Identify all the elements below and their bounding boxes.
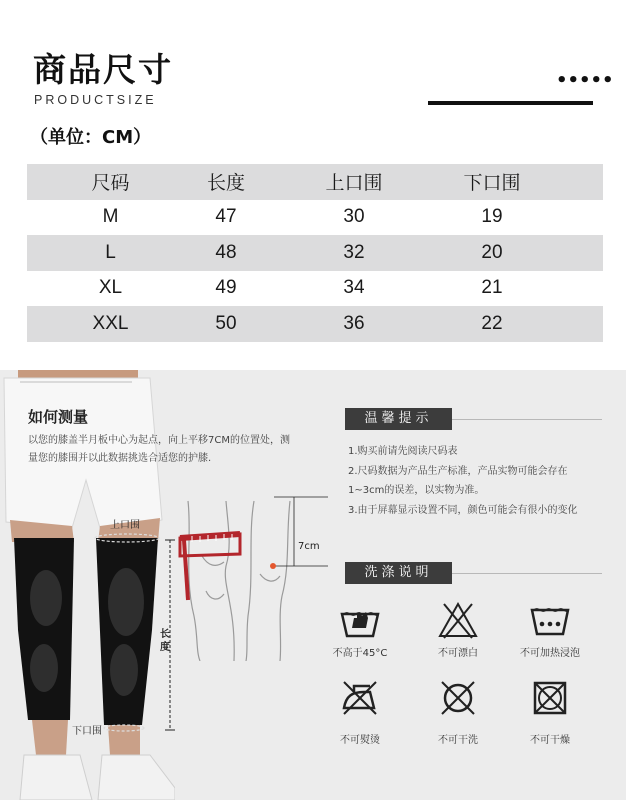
cell-top-circumference: 36 — [343, 312, 365, 334]
care-label: 不可熨烫 — [340, 735, 380, 746]
column-header-size: 尺码 — [91, 173, 130, 195]
cell-length: 49 — [215, 277, 237, 299]
cell-size: M — [102, 206, 119, 228]
table-row — [27, 271, 603, 307]
cell-length: 47 — [215, 206, 237, 228]
cell-size: L — [105, 241, 116, 263]
cell-length: 50 — [215, 312, 237, 334]
tips-list — [348, 442, 578, 520]
cell-bottom-circumference: 22 — [481, 312, 503, 334]
care-label: 不可干洗 — [438, 735, 478, 746]
cell-size: XXL — [92, 312, 129, 334]
cell-top-circumference: 30 — [343, 206, 365, 228]
table-row — [27, 306, 603, 342]
cell-size: XL — [98, 277, 123, 299]
table-row — [27, 200, 603, 236]
care-label: 不可漂白 — [438, 648, 478, 659]
column-header-bottom-circumference: 下口围 — [463, 173, 521, 195]
tip-item: 1.购买前请先阅读尺码表 — [348, 446, 458, 457]
table-row — [27, 235, 603, 271]
cell-bottom-circumference: 21 — [481, 277, 503, 299]
no-iron-icon — [340, 678, 380, 718]
no-bleach-icon — [438, 600, 478, 640]
size-table-header — [27, 164, 603, 200]
tip-item: 3.由于屏幕显示设置不同，颜色可能会有很小的变化 — [348, 504, 578, 516]
care-label: 不高于45°C — [332, 648, 388, 659]
care-label: 不可干燥 — [530, 735, 570, 746]
column-header-length: 长度 — [206, 173, 245, 195]
page-subtitle: PRODUCTSIZE — [34, 93, 157, 107]
wash-divider — [452, 573, 602, 574]
cell-bottom-circumference: 20 — [481, 241, 503, 263]
cell-top-circumference: 34 — [343, 277, 365, 299]
no-dry-clean-icon — [438, 678, 478, 718]
knee-diagram — [178, 496, 328, 661]
header-divider — [428, 101, 593, 105]
cell-top-circumference: 32 — [343, 241, 365, 263]
wash-title: 洗涤说明 — [345, 562, 452, 584]
size-table — [27, 164, 603, 342]
seven-cm-label: 7cm — [298, 541, 320, 552]
hand-wash-icon — [340, 600, 380, 640]
measure-and-care-panel — [0, 370, 626, 800]
no-heat-soak-icon — [530, 600, 570, 640]
cell-bottom-circumference: 19 — [481, 206, 503, 228]
unit-label: （单位：CM） — [30, 127, 152, 148]
how-to-measure-title: 如何测量 — [28, 408, 89, 426]
bottom-circumference-label: 下口围 — [72, 726, 102, 737]
top-circumference-label: 上口围 — [110, 520, 140, 531]
decorative-dots: ••••• — [556, 70, 614, 91]
no-tumble-dry-icon — [530, 678, 570, 718]
care-label: 不可加热浸泡 — [520, 648, 580, 659]
column-header-top-circumference: 上口围 — [325, 173, 383, 195]
tips-divider — [452, 419, 602, 420]
page-title: 商品尺寸 — [33, 50, 173, 89]
tips-title: 温馨提示 — [345, 408, 452, 430]
tip-item: 2.尺码数据为产品生产标准，产品实物可能会存在1~3cm的误差，以实物为准。 — [348, 465, 568, 496]
how-to-measure-text: 以您的膝盖半月板中心为起点，向上平移7CM的位置处，测量您的膝围并以此数据挑选合适您的护膝. — [28, 435, 290, 464]
cell-length: 48 — [215, 241, 237, 263]
length-label: 长度 — [160, 629, 170, 653]
